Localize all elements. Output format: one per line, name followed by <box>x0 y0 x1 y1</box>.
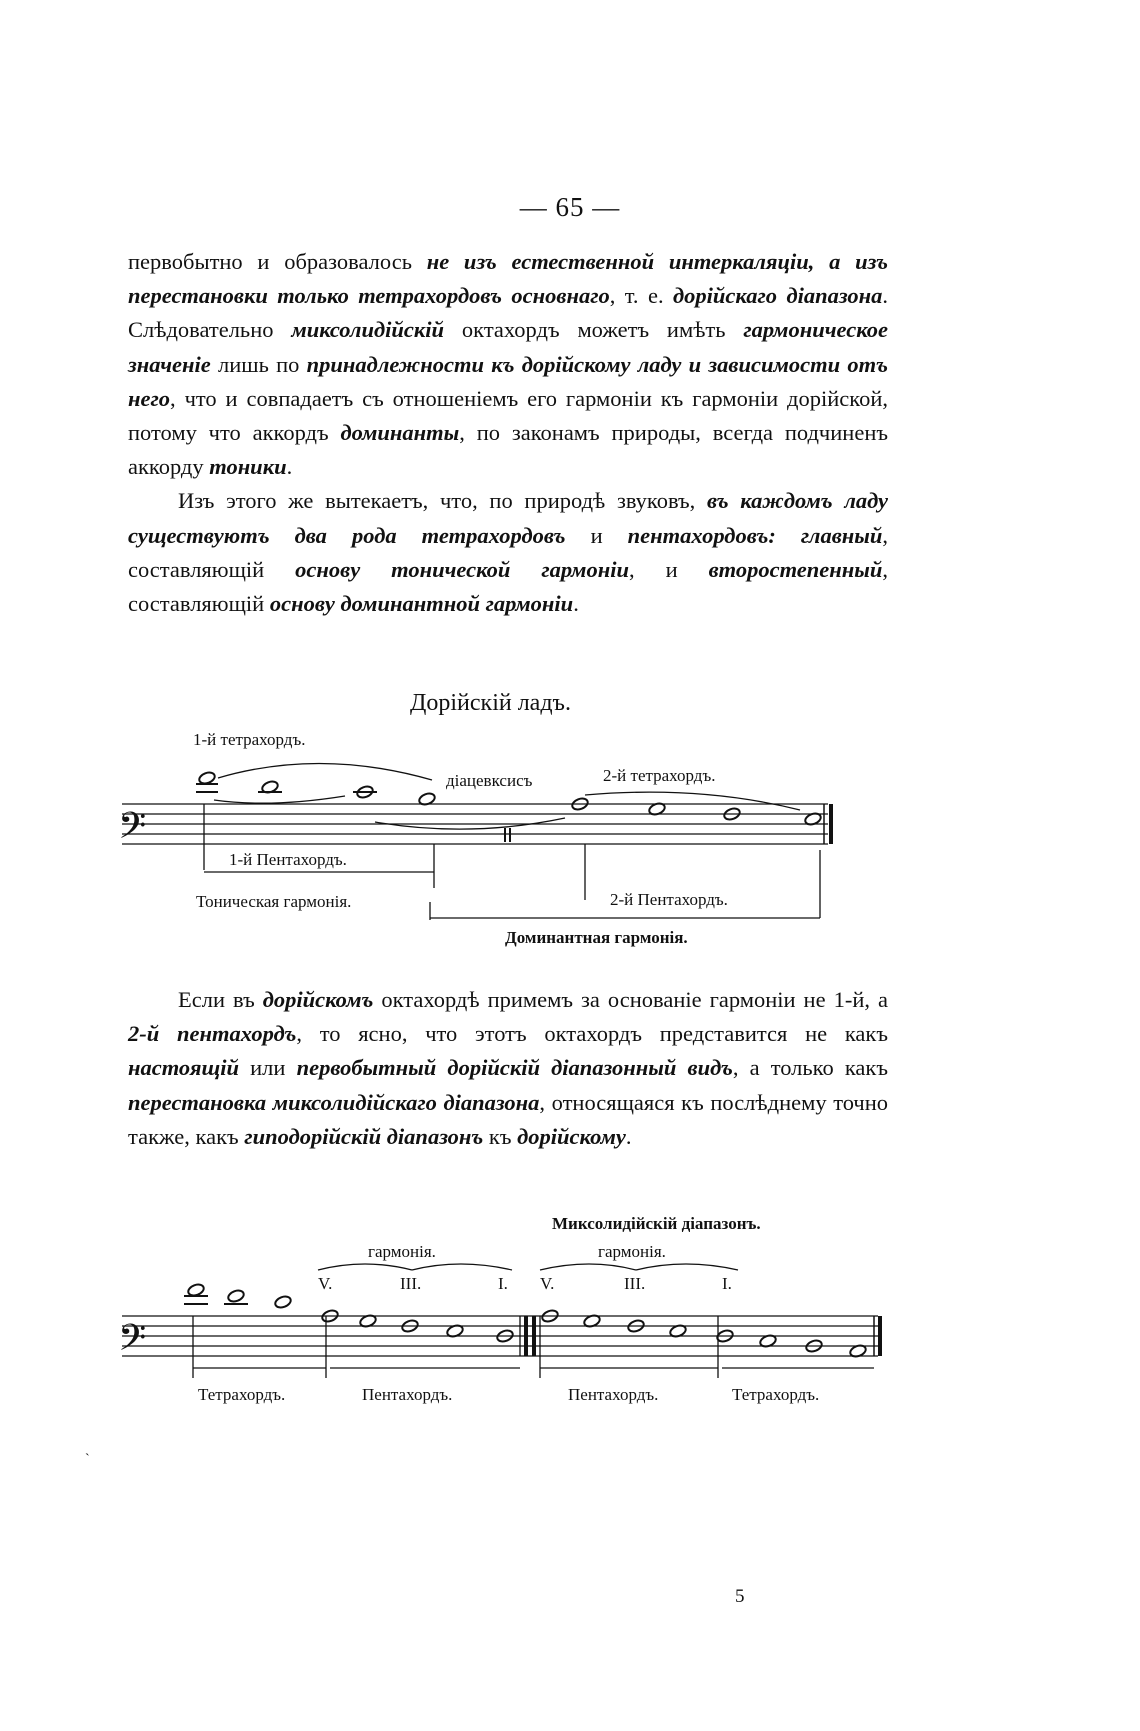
text-run: Если въ <box>178 987 263 1012</box>
italic-run: настоящій <box>128 1055 239 1081</box>
italic-run: принадлежности къ дорійскому ладу и зависимости отъ него <box>128 351 889 411</box>
slur-tetrachord-2 <box>585 792 800 810</box>
example-2-title: Миксолидійскій діапазонъ. <box>552 1214 761 1233</box>
text-run: , относящаяся къ послѣднему точно также, какъ <box>128 1089 889 1149</box>
italic-run: пентахордовъ: главный <box>627 522 883 548</box>
text-run: . <box>286 454 293 480</box>
tetrachord-1-label: 1-й тетрахордъ. <box>193 730 306 749</box>
italic-run: гармоническое значеніе <box>128 317 888 377</box>
signature-mark: 5 <box>735 1586 745 1607</box>
italic-run: миксолидійскій <box>291 317 445 343</box>
bracket-pentachord-1 <box>204 844 434 888</box>
text-run: . <box>573 591 579 617</box>
text-run: , составляющій <box>128 556 888 617</box>
pentachord-right-label: Пентахордъ. <box>568 1385 659 1404</box>
bracket-tetrachord-left <box>193 1356 326 1378</box>
tetrachord-right-label: Тетрахордъ. <box>732 1385 820 1404</box>
italic-run: перестановка миксолидійскаго діапазона <box>128 1089 540 1115</box>
example-1-title: Дорійскій ладъ. <box>410 690 571 716</box>
tonic-harmony-label: Тоническая гармонія. <box>196 892 352 911</box>
degree-v-right: V. <box>540 1274 555 1293</box>
slur-tetrachord-1 <box>218 763 432 780</box>
page-number: — 65 — <box>519 192 621 222</box>
notes-1 <box>196 771 822 842</box>
italic-run: дорійскомъ <box>262 987 374 1012</box>
harmony-right-label: гармонія. <box>598 1242 666 1261</box>
degree-i-right: I. <box>722 1274 732 1293</box>
italic-run: не изъ естественной интеркаляціи, а изъ перестановки только тетрахордовъ основнаго <box>128 249 888 309</box>
stray-mark: ` <box>85 1452 90 1467</box>
text-run: октахордѣ примемъ за основаніе гармоніи не 1-й, а <box>373 987 888 1012</box>
text-run: . Слѣдовательно <box>128 283 888 343</box>
text-run: Изъ этого же вытекаетъ, что, по природѣ звуковъ, <box>178 488 707 514</box>
diazeuxis-label: діацевксисъ <box>446 771 533 790</box>
italic-run: гиподорійскій діапазонъ <box>244 1123 484 1149</box>
tetrachord-left-label: Тетрахордъ. <box>198 1385 286 1404</box>
staff-1 <box>122 804 831 844</box>
bracket-pentachord-2 <box>430 844 820 918</box>
italic-run: дорійскаго діапазона <box>672 283 883 309</box>
degree-iii-left: III. <box>400 1274 422 1293</box>
italic-run: въ каждомъ ладу существуютъ два рода тетрахордовъ <box>128 488 888 548</box>
text-run: , по законамъ природы, всегда подчиненъ аккорду <box>128 420 888 480</box>
pentachord-2-label: 2-й Пентахордъ. <box>610 890 728 909</box>
tetrachord-2-label: 2-й тетрахордъ. <box>603 766 716 785</box>
degree-i-left: I. <box>498 1274 508 1293</box>
text-run: , то ясно, что этотъ октахордъ представится не какъ <box>296 1021 888 1047</box>
text-run: или <box>238 1055 297 1081</box>
text-run: . <box>625 1123 632 1149</box>
harmony-left-label: гармонія. <box>368 1242 436 1261</box>
slur-small <box>214 796 345 803</box>
pentachord-1-label: 1-й Пентахордъ. <box>229 850 347 869</box>
italic-run: второстепенный <box>708 556 883 582</box>
dominant-harmony-label: Доминантная гармонія. <box>505 928 688 947</box>
arc-harmony-left-a <box>318 1264 412 1270</box>
text-run: къ <box>483 1123 518 1149</box>
text-run: , что и совпадаетъ съ отношеніемъ его гармоніи къ гармоніи дорійской, потому что аккордъ <box>128 385 888 446</box>
degree-iii-right: III. <box>624 1274 646 1293</box>
text-run: , составляющій <box>128 522 888 582</box>
bass-clef-2: 𝄢 <box>118 1317 147 1368</box>
text-run: , т. е. <box>609 283 673 309</box>
text-run: , и <box>628 556 709 582</box>
text-run: первобытно и образовалось <box>128 249 427 274</box>
text-run: , а только какъ <box>732 1055 888 1081</box>
bracket-pentachord-right <box>540 1356 718 1378</box>
italic-run: основу доминантной гармоніи <box>269 591 574 617</box>
degree-v-left: V. <box>318 1274 333 1293</box>
text-run: октахордъ можетъ имѣть <box>444 317 744 343</box>
text-run: лишь по <box>210 351 307 377</box>
pentachord-left-label: Пентахордъ. <box>362 1385 453 1404</box>
italic-run: первобытный дорійскій діапазонный видъ <box>296 1055 733 1081</box>
italic-run: доминанты <box>340 420 460 446</box>
arc-harmony-right-a <box>540 1264 636 1270</box>
italic-run: основу тонической гармоніи <box>295 556 629 582</box>
arc-harmony-left-b <box>412 1264 512 1270</box>
italic-run: 2-й пентахордъ <box>128 1021 297 1047</box>
bass-clef-1: 𝄢 <box>118 805 147 856</box>
italic-run: тоники <box>209 454 287 480</box>
italic-run: дорійскому <box>517 1123 626 1149</box>
arc-harmony-right-b <box>636 1264 738 1270</box>
text-run: и <box>565 522 628 548</box>
